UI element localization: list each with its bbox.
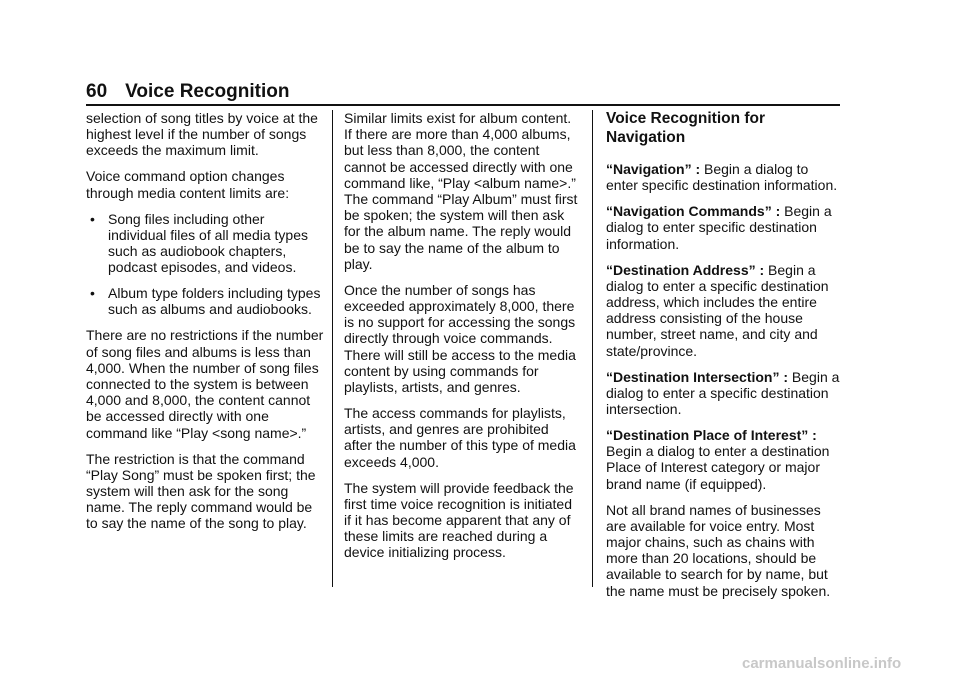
paragraph: The restriction is that the command “Play Song” must be spoken first; the system will then ask for the song name. The reply command would be to say the name of the song to play. bbox=[86, 450, 316, 532]
paragraph: Voice command option changes through media content limits are: bbox=[86, 168, 290, 201]
entry-term: “Destination Intersection” : bbox=[606, 368, 789, 385]
paragraph: Once the number of songs has exceeded approximately 8,000, there is no support for accessing the songs directly through voice commands. There will still be access to the media content by using commands for playlists, artists, and genres. bbox=[344, 281, 576, 396]
bullet-icon: • bbox=[90, 285, 95, 302]
bullet-icon: • bbox=[90, 210, 95, 227]
definition-entry bbox=[606, 203, 842, 252]
paragraph: The system will provide feedback the first time voice recognition is initiated if it has become apparent that any of these limits are reached during a device initializing process. bbox=[344, 479, 574, 561]
entry-term: “Destination Place of Interest” : bbox=[606, 427, 817, 444]
bullet-item bbox=[86, 285, 326, 317]
section-title: Voice Recognition bbox=[125, 81, 290, 102]
bullet-item bbox=[86, 211, 326, 276]
column-middle bbox=[344, 110, 578, 570]
entry-desc: Begin a dialog to enter specific destination information. bbox=[606, 203, 832, 252]
definition-entry bbox=[606, 369, 842, 418]
header-rule bbox=[86, 104, 840, 106]
definition-entry bbox=[606, 262, 842, 359]
paragraph: The access commands for playlists, artists, and genres are prohibited after the number of this type of media exceeds 4,000. bbox=[344, 405, 576, 470]
column-divider bbox=[332, 110, 333, 587]
column-divider bbox=[592, 110, 593, 587]
paragraph: selection of song titles by voice at the highest level if the number of songs exceeds the maximum limit. bbox=[86, 110, 318, 159]
column-left bbox=[86, 110, 326, 541]
watermark: carmanualsonline.info bbox=[742, 655, 902, 672]
definition-entry bbox=[606, 427, 842, 492]
definition-entry bbox=[606, 161, 842, 193]
entry-term: “Destination Address” : bbox=[606, 261, 765, 278]
paragraph: Not all brand names of businesses are available for voice entry. Most major chains, such as chains with more than 20 locations, should be available to search for by name, but the name must be precisely spoken. bbox=[606, 501, 831, 599]
bullet-text: Album type folders including types such as albums and audiobooks. bbox=[108, 285, 321, 318]
entry-term: “Navigation” : bbox=[606, 161, 701, 177]
paragraph: There are no restrictions if the number of song files and albums is less than 4,000. When the number of song files connected to the system is between 4,000 and 8,000, the content cannot be accessed directly with one command like “Play <song name>.” bbox=[86, 327, 324, 441]
entry-desc: Begin a dialog to enter a specific destination intersection. bbox=[606, 368, 840, 418]
entry-desc: Begin a dialog to enter specific destination information. bbox=[606, 161, 838, 194]
page-number: 60 bbox=[86, 81, 108, 102]
entry-term: “Navigation Commands” : bbox=[606, 203, 781, 220]
subsection-title: Voice Recognition for Navigation bbox=[606, 110, 766, 146]
page-header bbox=[86, 80, 289, 104]
entry-desc: Begin a dialog to enter a specific destination address, which includes the entire address consisting of the house number, street name, and city and state/province. bbox=[606, 261, 829, 359]
entry-desc: Begin a dialog to enter a destination Place of Interest category or major brand name (if equipped). bbox=[606, 443, 830, 492]
bullet-text: Song files including other individual files of all media types such as audiobook chapters, podcast episodes, and videos. bbox=[108, 210, 308, 276]
column-right bbox=[606, 110, 842, 609]
paragraph: Similar limits exist for album content. If there are more than 4,000 albums, but less than 8,000, the content cannot be accessed directly with one command like, “Play <album name>.” The command “Play Album” must first be spoken; the system will then ask for the album name. The reply would be to say the name of the album to play. bbox=[344, 110, 578, 272]
